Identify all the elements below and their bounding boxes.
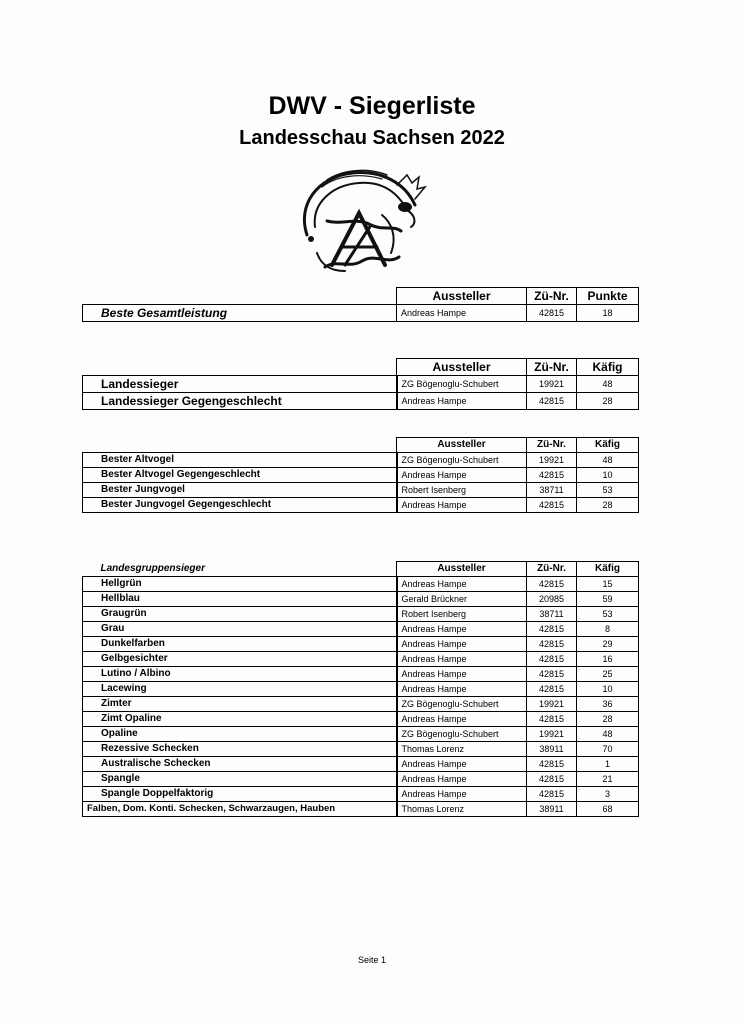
row-breeder-nr: 42815: [527, 637, 577, 652]
header-breeder-nr: Zü-Nr.: [527, 438, 577, 453]
row-exhibitor: ZG Bögenoglu-Schubert: [397, 727, 527, 742]
row-exhibitor: Robert Isenberg: [397, 483, 527, 498]
header-exhibitor: Aussteller: [397, 438, 527, 453]
table-row: [83, 727, 639, 742]
row-exhibitor: Andreas Hampe: [397, 468, 527, 483]
row-cage: 59: [577, 592, 639, 607]
state-winner-table: [82, 358, 639, 410]
row-label: Lutino / Albino: [83, 667, 397, 682]
row-breeder-nr: 42815: [527, 305, 577, 322]
row-exhibitor: Andreas Hampe: [397, 577, 527, 592]
row-breeder-nr: 42815: [527, 468, 577, 483]
table-row: [83, 376, 639, 393]
header-breeder-nr: Zü-Nr.: [527, 288, 577, 305]
table-row: [83, 305, 639, 322]
row-label: Beste Gesamtleistung: [83, 305, 397, 322]
row-cage: 25: [577, 667, 639, 682]
row-cage: 28: [577, 393, 639, 410]
row-label: Zimt Opaline: [83, 712, 397, 727]
row-breeder-nr: 19921: [527, 697, 577, 712]
row-exhibitor: Andreas Hampe: [397, 652, 527, 667]
best-bird-table: [82, 437, 639, 513]
row-label: Rezessive Schecken: [83, 742, 397, 757]
table-row: [83, 772, 639, 787]
row-exhibitor: Andreas Hampe: [397, 682, 527, 697]
table-row: [83, 757, 639, 772]
row-cage: 48: [577, 453, 639, 468]
row-cage: 3: [577, 787, 639, 802]
row-breeder-nr: 42815: [527, 622, 577, 637]
row-exhibitor: Andreas Hampe: [397, 667, 527, 682]
header-cage: Käfig: [577, 438, 639, 453]
row-exhibitor: Thomas Lorenz: [397, 802, 527, 817]
row-exhibitor: Andreas Hampe: [397, 637, 527, 652]
table-row: [83, 802, 639, 817]
header-breeder-nr: Zü-Nr.: [527, 562, 577, 577]
row-cage: 15: [577, 577, 639, 592]
page-number: Seite 1: [357, 955, 387, 965]
row-breeder-nr: 42815: [527, 667, 577, 682]
row-label: Bester Jungvogel: [83, 483, 397, 498]
table-row: [83, 697, 639, 712]
row-exhibitor: Andreas Hampe: [397, 305, 527, 322]
row-exhibitor: Andreas Hampe: [397, 787, 527, 802]
row-exhibitor: Andreas Hampe: [397, 498, 527, 513]
row-cage: 21: [577, 772, 639, 787]
row-breeder-nr: 42815: [527, 757, 577, 772]
row-exhibitor: ZG Bögenoglu-Schubert: [397, 453, 527, 468]
table-row: [83, 622, 639, 637]
row-label: Bester Altvogel Gegengeschlecht: [83, 468, 397, 483]
row-exhibitor: Gerald Brückner: [397, 592, 527, 607]
row-breeder-nr: 42815: [527, 712, 577, 727]
row-label: Bester Jungvogel Gegengeschlecht: [83, 498, 397, 513]
group-caption: Landesgruppensieger: [83, 562, 397, 577]
best-overall-table: [82, 287, 639, 322]
row-breeder-nr: 42815: [527, 787, 577, 802]
row-label: Hellgrün: [83, 577, 397, 592]
row-cage: 53: [577, 483, 639, 498]
header-cage: Käfig: [577, 562, 639, 577]
row-breeder-nr: 19921: [527, 376, 577, 393]
row-breeder-nr: 42815: [527, 498, 577, 513]
row-exhibitor: Robert Isenberg: [397, 607, 527, 622]
row-cage: 10: [577, 682, 639, 697]
row-label: Landessieger Gegengeschlecht: [83, 393, 397, 410]
table-row: [83, 607, 639, 622]
row-exhibitor: ZG Bögenoglu-Schubert: [397, 697, 527, 712]
header-exhibitor: Aussteller: [397, 288, 527, 305]
row-breeder-nr: 38911: [527, 742, 577, 757]
header-exhibitor: Aussteller: [397, 562, 527, 577]
page-subtitle: Landesschau Sachsen 2022: [239, 127, 505, 149]
header-exhibitor: Aussteller: [397, 359, 527, 376]
row-label: Opaline: [83, 727, 397, 742]
row-label: Dunkelfarben: [83, 637, 397, 652]
group-winner-table: [82, 561, 639, 817]
row-breeder-nr: 38711: [527, 483, 577, 498]
row-cage: 8: [577, 622, 639, 637]
row-breeder-nr: 38911: [527, 802, 577, 817]
row-breeder-nr: 42815: [527, 577, 577, 592]
row-exhibitor: Andreas Hampe: [397, 772, 527, 787]
table-row: [83, 498, 639, 513]
row-breeder-nr: 19921: [527, 727, 577, 742]
row-cage: 28: [577, 498, 639, 513]
row-exhibitor: Thomas Lorenz: [397, 742, 527, 757]
row-label: Falben, Dom. Konti. Schecken, Schwarzaugen, Hauben: [83, 802, 397, 817]
row-label: Hellblau: [83, 592, 397, 607]
row-exhibitor: Andreas Hampe: [397, 393, 527, 410]
row-breeder-nr: 19921: [527, 453, 577, 468]
row-breeder-nr: 42815: [527, 393, 577, 410]
row-label: Graugrün: [83, 607, 397, 622]
row-label: Landessieger: [83, 376, 397, 393]
table-row: [83, 742, 639, 757]
table-row: [83, 468, 639, 483]
header-points: Punkte: [577, 288, 639, 305]
row-label: Bester Altvogel: [83, 453, 397, 468]
table-row: [83, 453, 639, 468]
row-exhibitor: Andreas Hampe: [397, 757, 527, 772]
row-cage: 16: [577, 652, 639, 667]
row-breeder-nr: 38711: [527, 607, 577, 622]
row-breeder-nr: 20985: [527, 592, 577, 607]
row-label: Gelbgesichter: [83, 652, 397, 667]
row-label: Spangle Doppelfaktorig: [83, 787, 397, 802]
row-cage: 70: [577, 742, 639, 757]
row-breeder-nr: 42815: [527, 772, 577, 787]
ornate-monogram-logo-icon: [287, 165, 437, 280]
table-row: [83, 712, 639, 727]
row-label: Lacewing: [83, 682, 397, 697]
table-row: [83, 592, 639, 607]
table-row: [83, 682, 639, 697]
row-breeder-nr: 42815: [527, 652, 577, 667]
row-cage: 53: [577, 607, 639, 622]
row-cage: 1: [577, 757, 639, 772]
row-label: Zimter: [83, 697, 397, 712]
table-row: [83, 637, 639, 652]
row-cage: 29: [577, 637, 639, 652]
table-row: [83, 652, 639, 667]
row-label: Australische Schecken: [83, 757, 397, 772]
row-label: Grau: [83, 622, 397, 637]
table-row: [83, 483, 639, 498]
page-title: DWV - Siegerliste: [268, 92, 476, 120]
header-cage: Käfig: [577, 359, 639, 376]
row-exhibitor: Andreas Hampe: [397, 622, 527, 637]
row-cage: 68: [577, 802, 639, 817]
header-breeder-nr: Zü-Nr.: [527, 359, 577, 376]
table-row: [83, 577, 639, 592]
row-cage: 28: [577, 712, 639, 727]
table-row: [83, 787, 639, 802]
table-row: [83, 667, 639, 682]
row-label: Spangle: [83, 772, 397, 787]
row-cage: 48: [577, 376, 639, 393]
row-cage: 36: [577, 697, 639, 712]
row-cage: 48: [577, 727, 639, 742]
row-breeder-nr: 42815: [527, 682, 577, 697]
row-cage: 10: [577, 468, 639, 483]
row-exhibitor: Andreas Hampe: [397, 712, 527, 727]
row-exhibitor: ZG Bögenoglu-Schubert: [397, 376, 527, 393]
table-row: [83, 393, 639, 410]
row-points: 18: [577, 305, 639, 322]
